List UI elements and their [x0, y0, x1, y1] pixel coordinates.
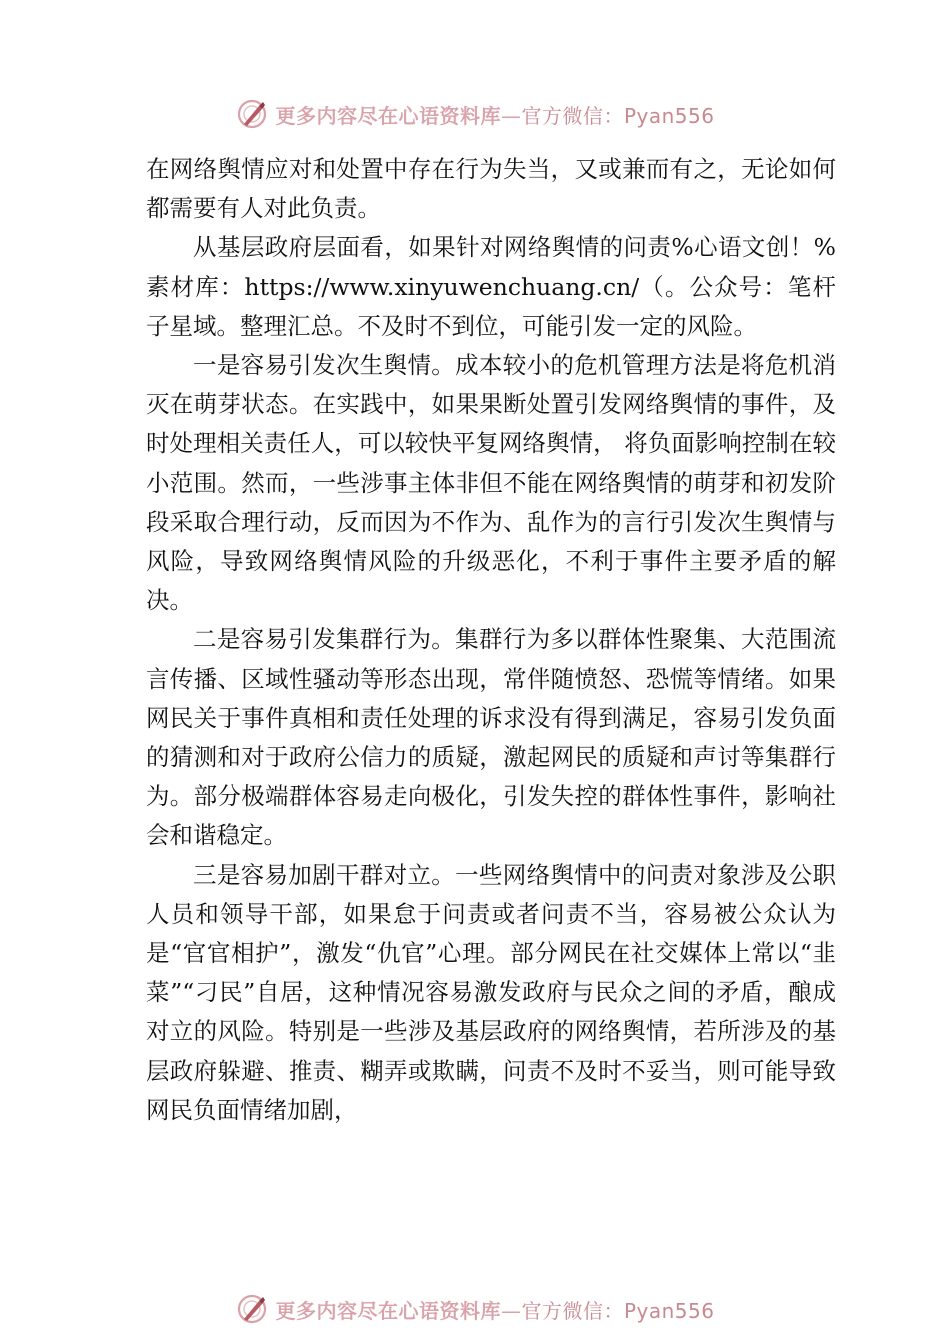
footer-banner	[0, 1289, 950, 1329]
banner-text	[275, 100, 714, 129]
document-body	[146, 150, 836, 1130]
header-banner	[0, 94, 950, 134]
banner-contact: 官方微信：Pyan556	[521, 103, 715, 128]
paragraph: 在网络舆情应对和处置中存在行为失当，又或兼而有之，无论如何都需要有人对此负责。	[146, 155, 836, 223]
banner-dash: —	[500, 103, 522, 128]
banner-dash: —	[500, 1298, 522, 1323]
banner-contact: 官方微信：Pyan556	[521, 1298, 715, 1323]
paragraph: 三是容易加剧干群对立。一些网络舆情中的问责对象涉及公职人员和领导干部，如果怠于问责或者问责不当，容易被公众认为是“官官相护”，激发“仇官”心理。部分网民在社交媒体上常以“韭菜”“刁民”自居，这种情况容易激发政府与民众之间的矛盾，酿成对立的风险。特别是一些涉及基层政府的网络舆情，若所涉及的基层政府躲避、推责、糊弄或欺瞒，问责不及时不妥当，则可能导致网民负面情绪加剧，	[146, 860, 836, 1124]
pen-logo-icon	[235, 97, 269, 131]
paragraph: 二是容易引发集群行为。集群行为多以群体性聚集、大范围流言传播、区域性骚动等形态出现，常伴随愤怒、恐慌等情绪。如果网民关于事件真相和责任处理的诉求没有得到满足，容易引发负面的猜测和对于政府公信力的质疑，激起网民的质疑和声讨等集群行为。部分极端群体容易走向极化，引发失控的群体性事件，影响社会和谐稳定。	[146, 625, 836, 850]
paragraph: 一是容易引发次生舆情。成本较小的危机管理方法是将危机消灭在萌芽状态。在实践中，如果果断处置引发网络舆情的事件，及时处理相关责任人，可以较快平复网络舆情， 将负面影响控制在较小范围。然而，一些涉事主体非但不能在网络舆情的萌芽和初发阶段采取合理行动，反而因为不作为、乱作为的言行引发次生舆情与风险，导致网络舆情风险的升级恶化，不利于事件主要矛盾的解决。	[146, 351, 836, 615]
banner-title: 更多内容尽在心语资料库	[275, 1298, 501, 1323]
paragraph: 从基层政府层面看，如果针对网络舆情的问责%心语文创！%素材库：https://www.xinyuwenchuang.cn/（。公众号：笔杆子星域。整理汇总。不及时不到位，可能引发一定的风险。	[146, 233, 836, 340]
pen-logo-icon	[235, 1292, 269, 1326]
banner-title: 更多内容尽在心语资料库	[275, 103, 501, 128]
banner-text	[275, 1295, 714, 1324]
